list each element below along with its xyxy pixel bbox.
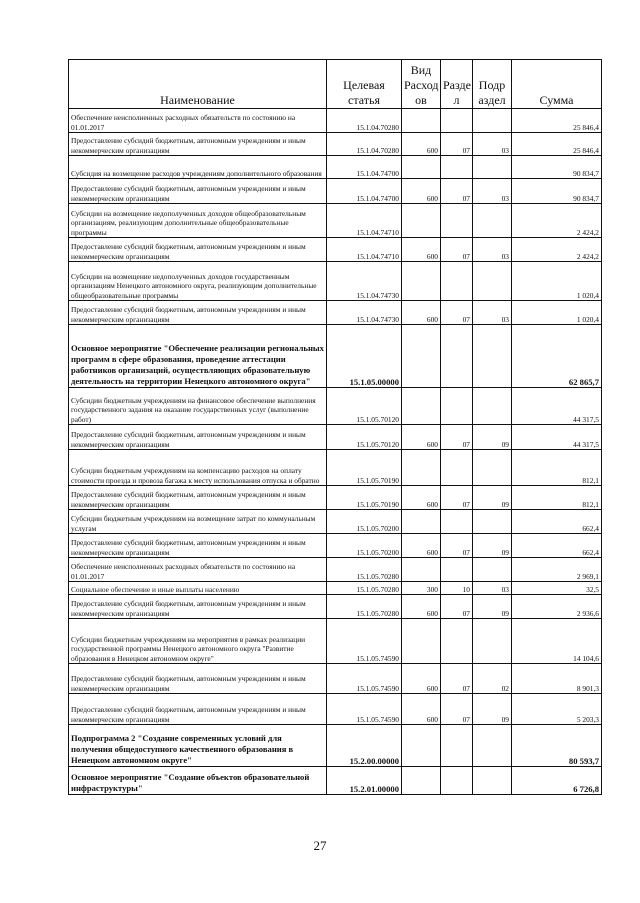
row-name: Субсидии на возмещение недополученных доходов государственным организациям Ненецкого автономного округа, реализующим дополнительные общеобразовательные программы (69, 262, 327, 301)
row-sum: 44 317,5 (512, 425, 602, 450)
row-razdel (441, 767, 473, 795)
row-name: Предоставление субсидий бюджетным, автономным учреждениям и иным некоммерческим организациям (69, 595, 327, 619)
row-podrazdel (473, 767, 512, 795)
table-row (69, 767, 602, 795)
row-code: 15.1.05.70280 (327, 558, 402, 582)
row-razdel: 07 (441, 425, 473, 450)
table-row (69, 262, 602, 301)
row-name: Субсидии бюджетным учреждениям на мероприятия в рамках реализации государственной программы Ненецкого автономного округа "Развитие образования в Ненецком автономном округе" (69, 619, 327, 664)
row-razdel: 07 (441, 179, 473, 204)
row-code: 15.1.05.70200 (327, 510, 402, 534)
row-podrazdel (473, 725, 512, 767)
row-name: Субсидия на возмещение расходов учреждениям дополнительного образования (69, 156, 327, 179)
table-row (69, 179, 602, 204)
row-sum: 1 020,4 (512, 262, 602, 301)
row-vid (402, 156, 441, 179)
header-code: Целевая статья (327, 60, 402, 109)
row-sum: 2 424,2 (512, 204, 602, 238)
row-code: 15.1.05.70120 (327, 425, 402, 450)
table-row (69, 301, 602, 325)
row-sum: 812,1 (512, 486, 602, 510)
row-podrazdel (473, 619, 512, 664)
table-row (69, 238, 602, 262)
row-sum: 2 424,2 (512, 238, 602, 262)
table-row (69, 156, 602, 179)
row-podrazdel (473, 109, 512, 133)
row-sum: 44 317,5 (512, 388, 602, 425)
row-code: 15.1.04.70280 (327, 109, 402, 133)
row-razdel: 07 (441, 694, 473, 725)
row-razdel (441, 725, 473, 767)
row-name: Субсидии на возмещение недополученных доходов общеобразовательным организациям, реализующим дополнительные общеобразовательные программы (69, 204, 327, 238)
row-code: 15.1.05.70190 (327, 486, 402, 510)
row-code: 15.1.04.74710 (327, 238, 402, 262)
table-row (69, 725, 602, 767)
page-number: 27 (313, 838, 327, 853)
row-vid: 600 (402, 179, 441, 204)
row-razdel (441, 510, 473, 534)
row-vid: 600 (402, 595, 441, 619)
row-podrazdel: 03 (473, 238, 512, 262)
row-vid (402, 558, 441, 582)
row-vid: 600 (402, 425, 441, 450)
row-podrazdel: 03 (473, 582, 512, 595)
header-podrazdel: Подр аздел (473, 60, 512, 109)
row-code: 15.1.05.70200 (327, 534, 402, 558)
row-vid (402, 619, 441, 664)
row-sum: 8 901,3 (512, 664, 602, 694)
table-row (69, 582, 602, 595)
row-razdel: 07 (441, 534, 473, 558)
row-vid (402, 725, 441, 767)
table-row (69, 694, 602, 725)
row-name: Основное мероприятие "Создание объектов образовательной инфраструктуры" (69, 767, 327, 795)
row-code: 15.1.05.70190 (327, 450, 402, 486)
row-sum: 2 969,1 (512, 558, 602, 582)
row-podrazdel (473, 204, 512, 238)
row-vid (402, 450, 441, 486)
row-name: Предоставление субсидий бюджетным, автономным учреждениям и иным некоммерческим организациям (69, 664, 327, 694)
row-name: Предоставление субсидий бюджетным, автономным учреждениям и иным некоммерческим организациям (69, 179, 327, 204)
row-razdel: 07 (441, 595, 473, 619)
row-podrazdel: 09 (473, 694, 512, 725)
row-podrazdel (473, 388, 512, 425)
row-name: Обеспечение неисполненных расходных обязательств по состоянию на 01.01.2017 (69, 109, 327, 133)
row-razdel: 07 (441, 664, 473, 694)
header-vid: Вид Расход ов (402, 60, 441, 109)
table-header-row (69, 60, 602, 109)
row-code: 15.1.05.00000 (327, 325, 402, 388)
row-razdel (441, 325, 473, 388)
header-razdel: Разде л (441, 60, 473, 109)
row-code: 15.1.04.74710 (327, 204, 402, 238)
row-name: Предоставление субсидий бюджетным, автономным учреждениям и иным некоммерческим организациям (69, 534, 327, 558)
row-sum: 14 104,6 (512, 619, 602, 664)
row-vid (402, 767, 441, 795)
row-vid (402, 510, 441, 534)
row-code: 15.1.04.74730 (327, 262, 402, 301)
row-name: Социальное обеспечение и иные выплаты населению (69, 582, 327, 595)
row-podrazdel (473, 262, 512, 301)
row-podrazdel: 09 (473, 595, 512, 619)
row-podrazdel: 03 (473, 179, 512, 204)
table-body (69, 109, 602, 795)
row-razdel (441, 450, 473, 486)
row-vid: 600 (402, 664, 441, 694)
row-vid (402, 204, 441, 238)
row-code: 15.1.04.74730 (327, 301, 402, 325)
row-name: Основное мероприятие "Обеспечение реализации региональных программ в сфере образования, проведение аттестации работников организаций, осуществляющих образовательную деятельность на территории Ненецкого автономного округа" (69, 325, 327, 388)
row-name: Предоставление субсидий бюджетным, автономным учреждениям и иным некоммерческим организациям (69, 425, 327, 450)
row-vid: 600 (402, 301, 441, 325)
row-sum: 662,4 (512, 510, 602, 534)
row-podrazdel (473, 558, 512, 582)
row-name: Предоставление субсидий бюджетным, автономным учреждениям и иным некоммерческим организациям (69, 301, 327, 325)
row-code: 15.1.05.74590 (327, 664, 402, 694)
row-code: 15.1.05.70120 (327, 388, 402, 425)
row-vid (402, 262, 441, 301)
row-razdel (441, 619, 473, 664)
row-vid: 600 (402, 534, 441, 558)
row-podrazdel (473, 325, 512, 388)
row-name: Предоставление субсидий бюджетным, автономным учреждениям и иным некоммерческим организациям (69, 133, 327, 156)
row-sum: 25 846,4 (512, 109, 602, 133)
row-code: 15.1.05.70280 (327, 595, 402, 619)
row-podrazdel (473, 510, 512, 534)
row-vid: 300 (402, 582, 441, 595)
row-name: Предоставление субсидий бюджетным, автономным учреждениям и иным некоммерческим организациям (69, 694, 327, 725)
row-razdel: 10 (441, 582, 473, 595)
row-sum: 5 203,3 (512, 694, 602, 725)
row-sum: 6 726,8 (512, 767, 602, 795)
table-row (69, 204, 602, 238)
table-row (69, 486, 602, 510)
row-sum: 90 834,7 (512, 156, 602, 179)
row-code: 15.1.04.70280 (327, 133, 402, 156)
row-code: 15.2.00.00000 (327, 725, 402, 767)
row-razdel: 07 (441, 238, 473, 262)
row-name: Предоставление субсидий бюджетным, автономным учреждениям и иным некоммерческим организациям (69, 486, 327, 510)
row-razdel: 07 (441, 486, 473, 510)
row-podrazdel: 02 (473, 664, 512, 694)
table-row (69, 510, 602, 534)
row-sum: 62 865,7 (512, 325, 602, 388)
table-row (69, 388, 602, 425)
row-vid (402, 109, 441, 133)
row-sum: 1 020,4 (512, 301, 602, 325)
row-vid (402, 325, 441, 388)
row-name: Обеспечение неисполненных расходных обязательств по состоянию на 01.01.2017 (69, 558, 327, 582)
row-podrazdel: 09 (473, 425, 512, 450)
row-razdel (441, 558, 473, 582)
row-vid: 600 (402, 486, 441, 510)
row-podrazdel (473, 450, 512, 486)
row-vid (402, 388, 441, 425)
table-row (69, 450, 602, 486)
row-code: 15.1.04.74700 (327, 179, 402, 204)
row-code: 15.2.01.00000 (327, 767, 402, 795)
table-row (69, 534, 602, 558)
row-podrazdel: 09 (473, 486, 512, 510)
row-code: 15.1.05.74590 (327, 619, 402, 664)
budget-table (68, 59, 602, 795)
row-name: Субсидии бюджетным учреждениям на финансовое обеспечение выполнения государственного задания на оказание государственных услуг (выполнение работ) (69, 388, 327, 425)
row-sum: 2 936,6 (512, 595, 602, 619)
row-razdel: 07 (441, 133, 473, 156)
row-sum: 25 846,4 (512, 133, 602, 156)
row-vid: 600 (402, 133, 441, 156)
row-razdel (441, 156, 473, 179)
row-podrazdel: 03 (473, 133, 512, 156)
row-podrazdel: 09 (473, 534, 512, 558)
row-name: Предоставление субсидий бюджетным, автономным учреждениям и иным некоммерческим организациям (69, 238, 327, 262)
row-razdel (441, 109, 473, 133)
table-row (69, 425, 602, 450)
row-name: Субсидии бюджетным учреждениям на возмещение затрат по коммунальным услугам (69, 510, 327, 534)
row-razdel (441, 204, 473, 238)
row-sum: 80 593,7 (512, 725, 602, 767)
row-code: 15.1.05.70280 (327, 582, 402, 595)
table-row (69, 558, 602, 582)
row-sum: 90 834,7 (512, 179, 602, 204)
row-code: 15.1.05.74590 (327, 694, 402, 725)
row-sum: 812,1 (512, 450, 602, 486)
header-sum: Сумма (512, 60, 602, 109)
row-name: Субсидии бюджетным учреждениям на компенсацию расходов на оплату стоимости проезда и провоза багажа к месту использования отпуска и обратно (69, 450, 327, 486)
row-razdel: 07 (441, 301, 473, 325)
table-row (69, 595, 602, 619)
table-row (69, 664, 602, 694)
table-row (69, 133, 602, 156)
row-razdel (441, 388, 473, 425)
row-podrazdel (473, 156, 512, 179)
header-name: Наименование (69, 60, 327, 109)
row-sum: 32,5 (512, 582, 602, 595)
row-code: 15.1.04.74700 (327, 156, 402, 179)
row-vid: 600 (402, 694, 441, 725)
table-row (69, 619, 602, 664)
table-row (69, 109, 602, 133)
row-vid: 600 (402, 238, 441, 262)
row-sum: 662,4 (512, 534, 602, 558)
row-name: Подпрограмма 2 "Создание современных условий для получения общедоступного качественного образования в Ненецком автономном округе" (69, 725, 327, 767)
row-razdel (441, 262, 473, 301)
row-podrazdel: 03 (473, 301, 512, 325)
table-row (69, 325, 602, 388)
